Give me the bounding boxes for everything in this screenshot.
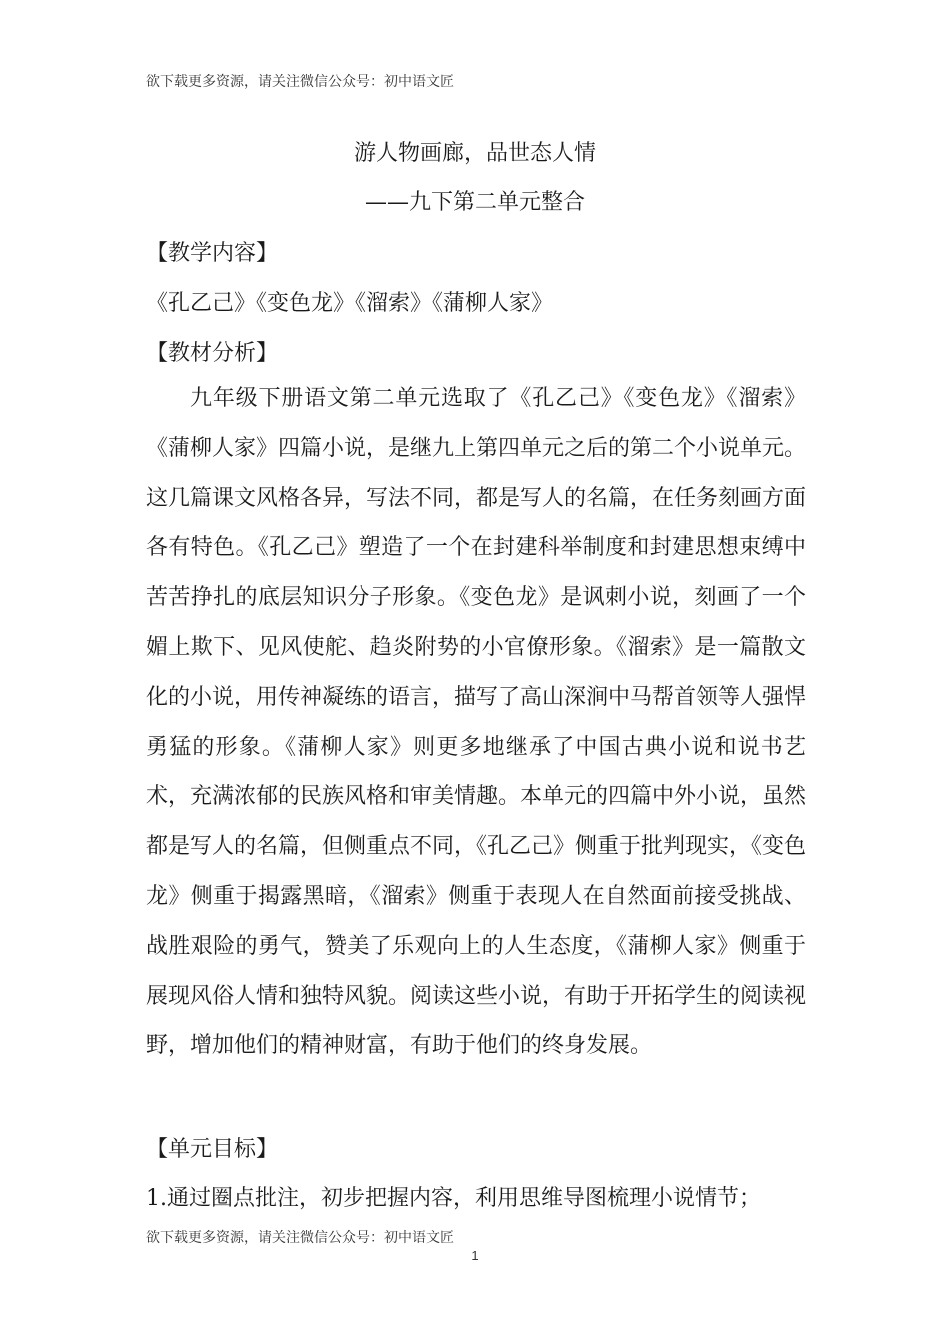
material-analysis-paragraph: [146, 374, 806, 1071]
unit-goal-item: 1.通过圈点批注，初步把握内容，利用思维导图梳理小说情节；: [146, 1186, 761, 1211]
footer-note: 欲下载更多资源，请关注微信公众号：初中语文匠: [146, 1230, 454, 1246]
unit-goals-heading: 【单元目标】: [146, 1137, 279, 1162]
header-note: 欲下载更多资源，请关注微信公众号：初中语文匠: [146, 74, 454, 90]
page-number: 1: [471, 1248, 479, 1263]
teaching-content-text: 《孔乙己》《变色龙》《溜索》《蒲柳人家》: [146, 291, 554, 316]
page-subtitle: ——九下第二单元整合: [364, 190, 585, 215]
teaching-content-heading: 【教学内容】: [146, 241, 279, 266]
material-analysis-heading: 【教材分析】: [146, 341, 279, 366]
material-analysis-text: 九年级下册语文第二单元选取了《孔乙己》《变色龙》《溜索》《蒲柳人家》四篇小说，是继九上第四单元之后的第二个小说单元。这几篇课文风格各异，写法不同，都是写人的名篇，在任务刻画方面各有特色。《孔乙己》塑造了一个在封建科举制度和封建思想束缚中苦苦挣扎的底层知识分子形象。《变色龙》是讽刺小说，刻画了一个媚上欺下、见风使舵、趋炎附势的小官僚形象。《溜索》是一篇散文化的小说，用传神凝练的语言，描写了高山深涧中马帮首领等人强悍勇猛的形象。《蒲柳人家》则更多地继承了中国古典小说和说书艺术，充满浓郁的民族风格和审美情趣。本单元的四篇中外小说，虽然都是写人的名篇，但侧重点不同，《孔乙己》侧重于批判现实，《变色龙》侧重于揭露黑暗，《溜索》侧重于表现人在自然面前接受挑战、战胜艰险的勇气，赞美了乐观向上的人生态度，《蒲柳人家》侧重于展现风俗人情和独特风貌。阅读这些小说，有助于开拓学生的阅读视野，增加他们的精神财富，有助于他们的终身发展。: [146, 386, 807, 1059]
page-title: 游人物画廊，品世态人情: [353, 141, 596, 166]
